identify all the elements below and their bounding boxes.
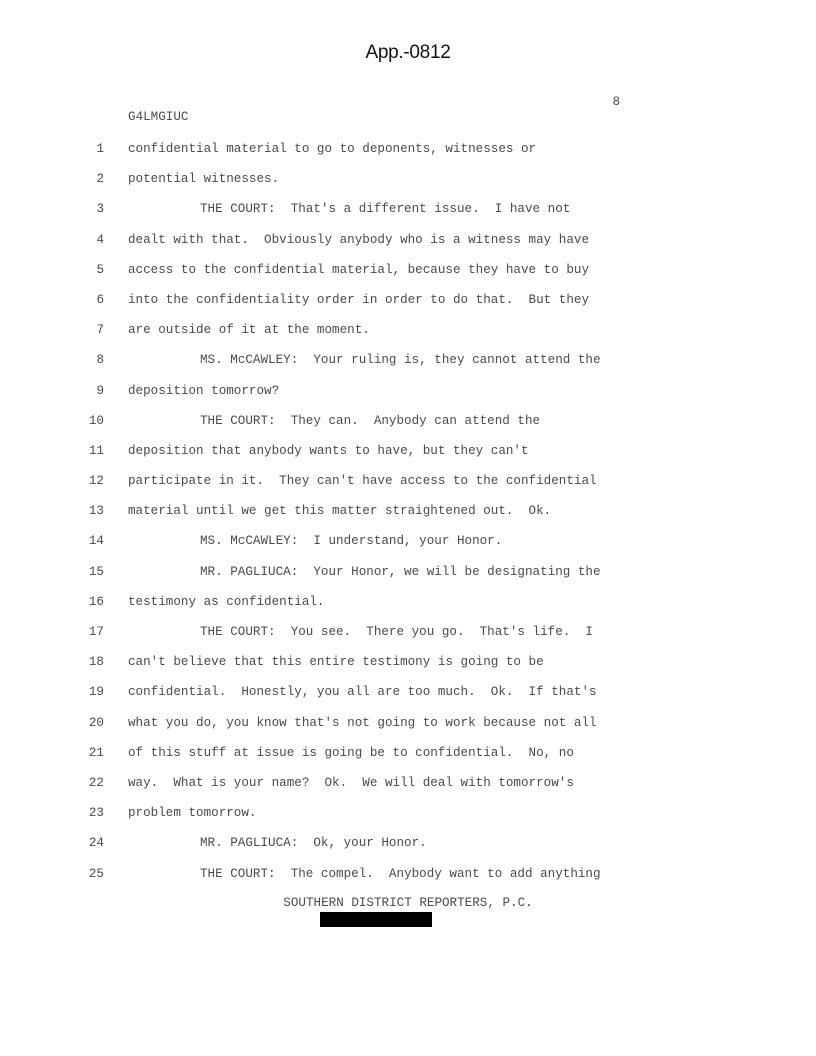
transcript-line <box>0 774 816 804</box>
transcript-line <box>0 140 816 170</box>
line-number: 19 <box>88 685 104 700</box>
line-number: 9 <box>96 383 104 398</box>
line-text: of this stuff at issue is going be to confidential. No, no <box>128 745 574 760</box>
exhibit-stamp: App.-0812 <box>365 42 451 63</box>
transcript-line <box>0 321 816 351</box>
transcript-line <box>0 532 816 562</box>
transcript-line <box>0 804 816 834</box>
line-number: 2 <box>96 172 104 187</box>
line-text: confidential material to go to deponents, witnesses or <box>128 142 537 156</box>
line-number: 6 <box>96 292 104 307</box>
line-text: into the confidentiality order in order to do that. But they <box>128 292 590 307</box>
transcript-line <box>0 382 816 412</box>
line-number: 20 <box>88 715 104 730</box>
line-number: 12 <box>88 474 104 489</box>
line-text: dealt with that. Obviously anybody who is a witness may have <box>128 232 590 247</box>
line-number: 25 <box>88 866 104 881</box>
line-text: what you do, you know that's not going to work because not all <box>128 715 597 730</box>
line-number: 8 <box>96 353 104 368</box>
line-text: MS. McCAWLEY: I understand, your Honor. <box>200 534 503 549</box>
transcript-line <box>0 834 816 864</box>
transcript-line <box>0 170 816 200</box>
line-text: participate in it. They can't have access to the confidential <box>128 474 597 489</box>
line-text: THE COURT: That's a different issue. I have not <box>200 202 571 217</box>
line-number: 5 <box>96 262 104 277</box>
transcript-line <box>0 865 816 895</box>
transcript-line <box>0 683 816 713</box>
transcript-line <box>0 623 816 653</box>
line-text: deposition that anybody wants to have, but they can't <box>128 443 529 458</box>
line-text: THE COURT: The compel. Anybody want to add anything <box>200 866 601 881</box>
transcript-line <box>0 472 816 502</box>
redaction-bar <box>320 912 432 927</box>
line-text: access to the confidential material, because they have to buy <box>128 262 590 277</box>
line-number: 1 <box>96 142 104 156</box>
line-number: 21 <box>88 745 104 760</box>
transcript-line <box>0 351 816 381</box>
transcript-line <box>0 744 816 774</box>
line-text: MR. PAGLIUCA: Your Honor, we will be designating the <box>200 564 601 579</box>
line-text: MR. PAGLIUCA: Ok, your Honor. <box>200 836 427 851</box>
line-number: 22 <box>88 775 104 790</box>
line-text: testimony as confidential. <box>128 594 325 609</box>
line-number: 14 <box>88 534 104 549</box>
transcript-line <box>0 563 816 593</box>
page-number: 8 <box>612 95 620 109</box>
transcript-line <box>0 442 816 472</box>
line-number: 11 <box>88 443 104 458</box>
line-number: 18 <box>88 655 104 670</box>
line-text: confidential. Honestly, you all are too much. Ok. If that's <box>128 685 597 700</box>
line-text: THE COURT: You see. There you go. That's life. I <box>200 625 593 639</box>
line-number: 24 <box>88 836 104 851</box>
line-text: material until we get this matter straightened out. Ok. <box>128 504 552 519</box>
line-number: 7 <box>96 323 104 338</box>
transcript-line <box>0 593 816 623</box>
transcript-line <box>0 502 816 532</box>
line-number: 10 <box>88 413 104 428</box>
transcript-line <box>0 714 816 744</box>
line-text: THE COURT: They can. Anybody can attend the <box>200 413 541 428</box>
transcript-line <box>0 261 816 291</box>
line-text: are outside of it at the moment. <box>128 323 370 338</box>
line-number: 4 <box>96 232 104 247</box>
transcript-line <box>0 231 816 261</box>
transcript-line <box>0 653 816 683</box>
transcript-line <box>0 412 816 442</box>
line-number: 16 <box>88 594 104 609</box>
line-number: 13 <box>88 504 104 519</box>
line-text: deposition tomorrow? <box>128 383 280 398</box>
line-number: 3 <box>96 202 104 217</box>
line-text: can't believe that this entire testimony is going to be <box>128 655 544 670</box>
reporter-footer: SOUTHERN DISTRICT REPORTERS, P.C. <box>283 896 533 910</box>
line-text: problem tomorrow. <box>128 806 257 821</box>
line-text: MS. McCAWLEY: Your ruling is, they cannot attend the <box>200 353 601 368</box>
line-number: 15 <box>88 564 104 579</box>
line-number: 17 <box>88 625 104 639</box>
line-number: 23 <box>88 806 104 821</box>
line-text: way. What is your name? Ok. We will deal with tomorrow's <box>128 775 574 790</box>
transcript-body <box>0 140 816 895</box>
case-code: G4LMGIUC <box>128 110 189 124</box>
line-text: potential witnesses. <box>128 172 280 187</box>
transcript-line <box>0 200 816 230</box>
transcript-line <box>0 291 816 321</box>
